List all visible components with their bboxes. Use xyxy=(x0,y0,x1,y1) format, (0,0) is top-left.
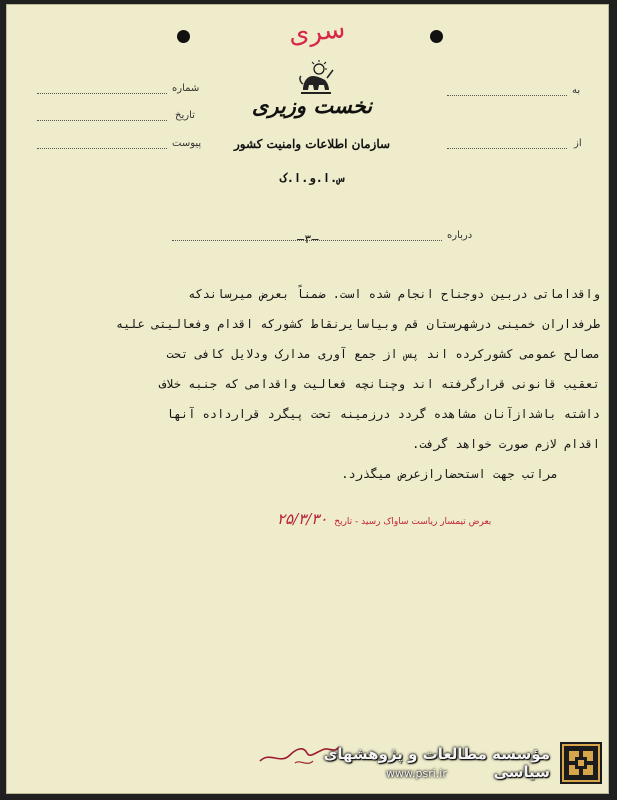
attachment-field-line xyxy=(37,148,167,149)
organization-code: س.ا.و.ا.ک xyxy=(279,171,345,185)
institution-logo-icon xyxy=(560,742,602,784)
punch-hole-left xyxy=(177,30,190,43)
institution-url: www.psri.ir xyxy=(386,767,447,780)
from-field-line xyxy=(447,148,567,149)
secret-stamp: سری xyxy=(287,14,347,50)
body-line-2: طرفداران خمینی درشهرستان قم وبیاسایرنقاط کشورکه اقدام وفعالیتی علیه xyxy=(115,317,600,331)
body-line-4: تعقیب قانونی قرارگرفته اند وچنانچه فعالیت واقدامی که جنبه خلاف xyxy=(159,377,600,391)
body-line-1: واقداماتی دربین دوجناح انجام شده است. ضمناً بعرض میرساندکه xyxy=(188,287,600,301)
page-number: —۳— xyxy=(297,232,319,246)
attachment-label: پیوست xyxy=(172,138,202,149)
document-paper xyxy=(6,4,609,794)
to-field-line xyxy=(447,95,567,96)
ministry-name: نخست وزیری xyxy=(251,93,373,118)
from-label: از xyxy=(574,138,582,149)
body-line-6: اقدام لازم صورت خواهد گرفت. xyxy=(412,437,600,451)
receipt-stamp-date: ۲۵/۳/۳۰ xyxy=(277,510,328,528)
to-label: به xyxy=(572,85,581,96)
institution-name: مؤسسه مطالعات و پژوهشهای سیاسی xyxy=(323,745,550,781)
organization-name: سازمان اطلاعات وامنیت کشور xyxy=(233,137,391,151)
regarding-label: درباره xyxy=(447,230,473,241)
receipt-stamp xyxy=(277,510,491,528)
receipt-stamp-text: بعرض تیمسار ریاست ساواک رسید - تاریخ xyxy=(334,517,492,527)
punch-hole-right xyxy=(430,30,443,43)
number-label: شماره xyxy=(172,83,200,94)
date-field-line xyxy=(37,120,167,121)
number-field-line xyxy=(37,93,167,94)
body-line-7: مراتب جهت استحضارازعرض میگذرد. xyxy=(341,467,558,481)
body-line-3: مصالح عمومی کشورکرده اند پس از جمع آوری مدارک ودلایل کافی تحت xyxy=(166,347,600,361)
date-label: تاریخ xyxy=(175,110,195,121)
body-line-5: داشته باشدازآنان مشاهده گردد درزمینه تحت پیگرد قرارداده آنها xyxy=(166,407,600,421)
